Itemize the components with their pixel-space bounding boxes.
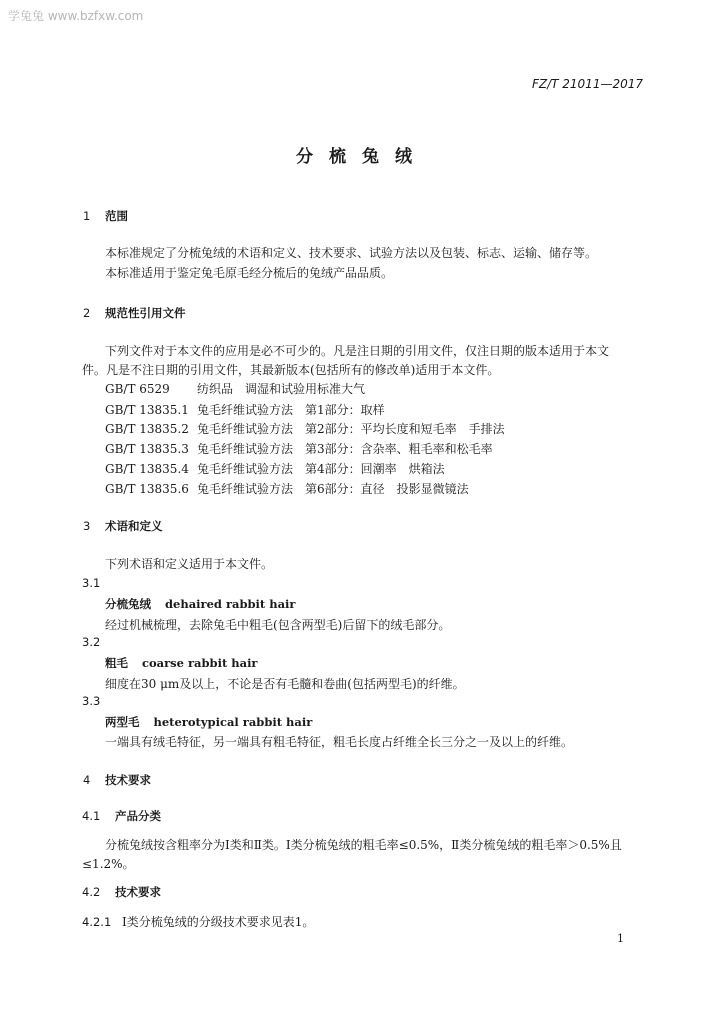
paragraph: 本标准适用于鉴定兔毛原毛经分梳后的兔绒产品品质。 bbox=[105, 266, 394, 280]
section-1-heading bbox=[83, 208, 128, 224]
reference-title: 兔毛纤维试验方法 第2部分：平均长度和短毛率 手排法 bbox=[197, 422, 505, 436]
term-chinese: 分梳兔绒 bbox=[105, 597, 151, 611]
term-definition: 经过机械梳理，去除兔毛中粗毛(包含两型毛)后留下的绒毛部分。 bbox=[105, 618, 451, 632]
reference-title: 兔毛纤维试验方法 第4部分：回潮率 烘箱法 bbox=[197, 462, 445, 476]
section-2-heading bbox=[83, 305, 186, 321]
term-heading bbox=[105, 596, 295, 612]
paragraph: 下列文件对于本文件的应用是必不可少的。凡是注日期的引用文件，仅注日期的版本适用于本文 bbox=[105, 344, 610, 358]
clause-number: 4.2.1 bbox=[82, 915, 112, 929]
clause-4-2-1 bbox=[82, 913, 314, 930]
reference-title: 兔毛纤维试验方法 第1部分：取样 bbox=[197, 403, 385, 417]
reference-item bbox=[105, 380, 365, 397]
reference-item bbox=[105, 401, 385, 418]
paragraph: 下列术语和定义适用于本文件。 bbox=[105, 557, 274, 571]
paragraph: 分梳兔绒按含粗率分为Ⅰ类和Ⅱ类。Ⅰ类分梳兔绒的粗毛率≤0.5%，Ⅱ类分梳兔绒的粗毛率＞0.5%且 bbox=[105, 838, 622, 852]
section-title: 术语和定义 bbox=[105, 519, 163, 533]
reference-item bbox=[105, 480, 469, 497]
section-number: 4 bbox=[83, 773, 91, 787]
paragraph: ≤1.2%。 bbox=[82, 857, 135, 871]
paragraph: 本标准规定了分梳兔绒的术语和定义、技术要求、试验方法以及包装、标志、运输、储存等。 bbox=[105, 246, 598, 260]
term-english: dehaired rabbit hair bbox=[165, 597, 296, 611]
section-3-heading bbox=[83, 518, 163, 534]
subsection-title: 技术要求 bbox=[115, 885, 161, 899]
standard-number: FZ/T 21011—2017 bbox=[531, 77, 643, 91]
term-english: heterotypical rabbit hair bbox=[153, 715, 313, 729]
reference-item bbox=[105, 420, 505, 437]
reference-code: GB/T 13835.1 bbox=[105, 403, 189, 417]
reference-code: GB/T 13835.3 bbox=[105, 442, 189, 456]
reference-code: GB/T 13835.6 bbox=[105, 482, 189, 496]
subsection-4-1-heading bbox=[82, 808, 161, 824]
term-definition: 细度在30 μm及以上，不论是否有毛髓和卷曲(包括两型毛)的纤维。 bbox=[105, 677, 465, 691]
section-number: 1 bbox=[83, 209, 91, 223]
section-title: 技术要求 bbox=[105, 773, 151, 787]
paragraph: 件。凡是不注日期的引用文件，其最新版本(包括所有的修改单)适用于本文件。 bbox=[82, 363, 500, 377]
subsection-title: 产品分类 bbox=[115, 809, 161, 823]
subsection-number: 4.2 bbox=[82, 885, 101, 899]
reference-item bbox=[105, 440, 493, 457]
section-number: 2 bbox=[83, 306, 91, 320]
section-title: 范围 bbox=[105, 209, 128, 223]
page-number: 1 bbox=[617, 932, 624, 945]
watermark: 学兔兔 www.bzfxw.com bbox=[8, 9, 144, 23]
reference-title: 兔毛纤维试验方法 第6部分：直径 投影显微镜法 bbox=[197, 482, 469, 496]
section-4-heading bbox=[83, 772, 151, 788]
term-chinese: 粗毛 bbox=[105, 656, 128, 670]
document-title: 分梳兔绒 bbox=[296, 147, 428, 167]
clause-text: Ⅰ类分梳兔绒的分级技术要求见表1。 bbox=[122, 915, 315, 929]
reference-title: 纺织品 调湿和试验用标准大气 bbox=[197, 382, 366, 396]
term-chinese: 两型毛 bbox=[105, 715, 140, 729]
term-english: coarse rabbit hair bbox=[142, 656, 258, 670]
reference-code: GB/T 13835.2 bbox=[105, 422, 189, 436]
reference-item bbox=[105, 460, 445, 477]
section-number: 3 bbox=[83, 519, 91, 533]
term-number: 3.1 bbox=[82, 576, 101, 590]
term-heading bbox=[105, 655, 258, 671]
term-definition: 一端具有绒毛特征，另一端具有粗毛特征，粗毛长度占纤维全长三分之一及以上的纤维。 bbox=[105, 735, 574, 749]
term-heading bbox=[105, 714, 312, 730]
reference-title: 兔毛纤维试验方法 第3部分：含杂率、粗毛率和松毛率 bbox=[197, 442, 493, 456]
reference-code: GB/T 13835.4 bbox=[105, 462, 189, 476]
term-number: 3.3 bbox=[82, 694, 101, 708]
subsection-4-2-heading bbox=[82, 884, 161, 900]
reference-code: GB/T 6529 bbox=[105, 382, 170, 396]
term-number: 3.2 bbox=[82, 635, 101, 649]
section-title: 规范性引用文件 bbox=[105, 306, 186, 320]
subsection-number: 4.1 bbox=[82, 809, 101, 823]
